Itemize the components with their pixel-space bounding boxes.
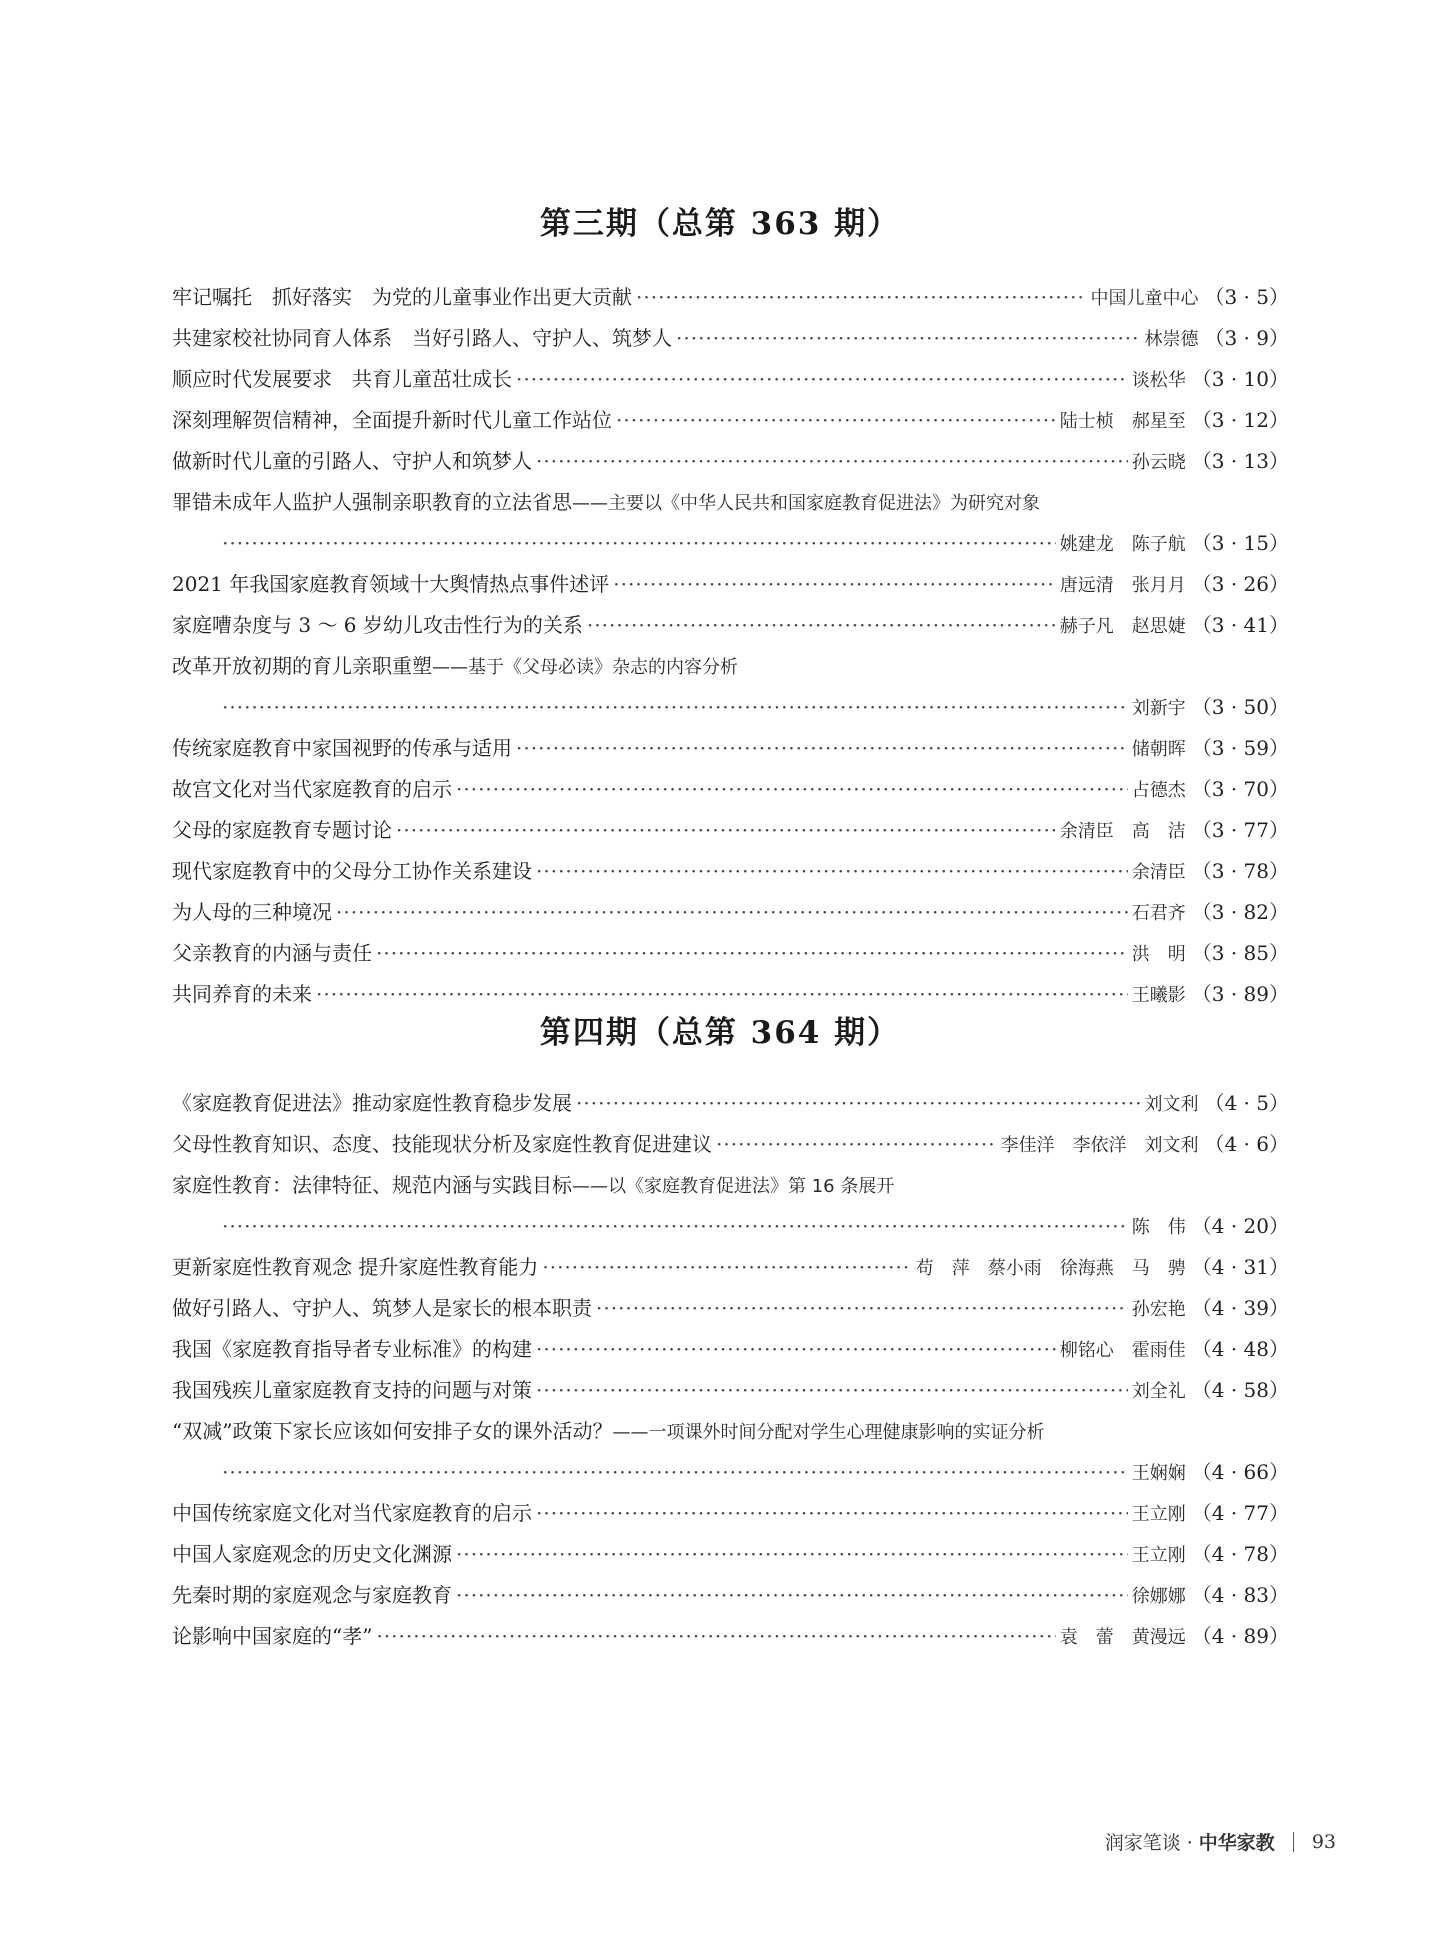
entry-title: 共建家校社协同育人体系 当好引路人、守护人、筑梦人: [172, 326, 672, 350]
entry-author: 袁 蕾 黄漫远: [1059, 1627, 1186, 1648]
dot-leader: [456, 1575, 1128, 1616]
toc-entry: [172, 687, 1289, 728]
dot-leader: [536, 851, 1128, 892]
footer-divider: [1293, 1832, 1294, 1852]
dot-leader: [613, 564, 1055, 605]
entry-title: 我国残疾儿童家庭教育支持的问题与对策: [172, 1378, 532, 1402]
toc-entry: [172, 1534, 1289, 1575]
entry-author: 储朝晖: [1131, 739, 1186, 760]
entry-author: 苟 萍 蔡小雨 徐海燕 马 骋: [915, 1258, 1186, 1279]
entry-page: （4 · 78）: [1191, 1542, 1289, 1566]
entry-title: 中国人家庭观念的历史文化渊源: [172, 1542, 452, 1566]
entry-page: （4 · 89）: [1191, 1624, 1289, 1648]
entry-author: 余清臣: [1131, 862, 1186, 883]
entry-page: （4 · 58）: [1191, 1378, 1289, 1402]
entry-page: （3 · 5）: [1204, 285, 1289, 309]
entry-page: （4 · 31）: [1191, 1255, 1289, 1279]
toc-entry-title-line: [172, 646, 1289, 687]
entry-page: （4 · 5）: [1204, 1091, 1289, 1115]
toc-entry-title-line: [172, 482, 1289, 523]
issue3-contents: [172, 277, 1289, 1015]
entry-title: 父母的家庭教育专题讨论: [172, 818, 392, 842]
entry-author: 徐娜娜: [1131, 1586, 1186, 1607]
entry-title: 传统家庭教育中家国视野的传承与适用: [172, 736, 512, 760]
entry-page: （4 · 20）: [1191, 1214, 1289, 1238]
dot-leader: [536, 1329, 1056, 1370]
toc-entry: [172, 400, 1289, 441]
entry-title: 深刻理解贺信精神，全面提升新时代儿童工作站位: [172, 408, 612, 432]
toc-entry: [172, 359, 1289, 400]
dot-leader: [376, 1616, 1055, 1657]
entry-page: （3 · 13）: [1191, 449, 1289, 473]
entry-title: 家庭性教育：法律特征、规范内涵与实践目标: [172, 1173, 572, 1197]
entry-title: 牢记嘱托 抓好落实 为党的儿童事业作出更大贡献: [172, 285, 632, 309]
entry-author: 占德杰: [1131, 780, 1186, 801]
toc-entry: [172, 1370, 1289, 1411]
entry-title: 做新时代儿童的引路人、守护人和筑梦人: [172, 449, 532, 473]
entry-author: 刘文利: [1144, 1094, 1199, 1115]
dot-leader: [596, 1288, 1128, 1329]
dot-leader: [676, 318, 1140, 359]
dot-leader: [336, 892, 1128, 933]
entry-page: （3 · 12）: [1191, 408, 1289, 432]
entry-title: 《家庭教育促进法》推动家庭性教育稳步发展: [172, 1091, 572, 1115]
dot-leader: [536, 1493, 1128, 1534]
entry-page: （3 · 15）: [1191, 531, 1289, 555]
toc-entry: [172, 851, 1289, 892]
entry-author: 孙宏艳: [1131, 1299, 1186, 1320]
entry-title: 罪错未成年人监护人强制亲职教育的立法省思: [172, 490, 572, 514]
entry-title: 父母性教育知识、态度、技能现状分析及家庭性教育促进建议: [172, 1132, 712, 1156]
entry-author: 石君齐: [1131, 903, 1186, 924]
entry-title: 做好引路人、守护人、筑梦人是家长的根本职责: [172, 1296, 592, 1320]
entry-subtitle: ——基于《父母必读》杂志的内容分析: [432, 657, 738, 678]
entry-title: 现代家庭教育中的父母分工协作关系建设: [172, 859, 532, 883]
toc-entry: [172, 892, 1289, 933]
dot-leader: [222, 1206, 1128, 1247]
toc-entry: [172, 1575, 1289, 1616]
entry-author: 王曦影: [1131, 985, 1186, 1006]
dot-leader: [516, 359, 1128, 400]
toc-entry: [172, 441, 1289, 482]
toc-entry: [172, 1124, 1289, 1165]
toc-entry: [172, 810, 1289, 851]
dot-leader: [396, 810, 1056, 851]
entry-page: （3 · 89）: [1191, 982, 1289, 1006]
entry-page: （4 · 48）: [1191, 1337, 1289, 1361]
toc-entry: [172, 1083, 1289, 1124]
entry-page: （3 · 78）: [1191, 859, 1289, 883]
entry-page: （3 · 82）: [1191, 900, 1289, 924]
entry-page: （4 · 77）: [1191, 1501, 1289, 1525]
footer-column: 润家笔谈 ·: [1104, 1832, 1193, 1854]
toc-entry: [172, 728, 1289, 769]
issue3-title: 第三期（总第 363 期）: [539, 206, 901, 242]
entry-title: 论影响中国家庭的“孝”: [172, 1624, 373, 1648]
entry-author: 王立刚: [1131, 1545, 1186, 1566]
entry-page: （3 · 85）: [1191, 941, 1289, 965]
entry-author: 林崇德: [1144, 329, 1199, 350]
toc-entry-title-line: [172, 1411, 1289, 1452]
entry-author: 中国儿童中心: [1090, 288, 1199, 309]
toc-entry: [172, 564, 1289, 605]
entry-author: 柳铭心 霍雨佳: [1059, 1340, 1186, 1361]
dot-leader: [456, 1534, 1128, 1575]
dot-leader: [516, 728, 1128, 769]
entry-title: 更新家庭性教育观念 提升家庭性教育能力: [172, 1255, 539, 1279]
entry-page: （3 · 41）: [1191, 613, 1289, 637]
entry-title: 改革开放初期的育儿亲职重塑: [172, 654, 432, 678]
entry-title: 我国《家庭教育指导者专业标准》的构建: [172, 1337, 532, 1361]
entry-page: （3 · 70）: [1191, 777, 1289, 801]
dot-leader: [636, 277, 1086, 318]
entry-author: 刘新宇: [1131, 698, 1186, 719]
dot-leader: [376, 933, 1128, 974]
entry-title: 共同养育的未来: [172, 982, 312, 1006]
toc-entry: [172, 1247, 1289, 1288]
toc-entry: [172, 523, 1289, 564]
entry-page: （4 · 39）: [1191, 1296, 1289, 1320]
entry-author: 王娴娴: [1131, 1463, 1186, 1484]
entry-page: （3 · 9）: [1204, 326, 1289, 350]
dot-leader: [716, 1124, 996, 1165]
dot-leader: [536, 441, 1128, 482]
toc-entry: [172, 605, 1289, 646]
entry-page: （3 · 77）: [1191, 818, 1289, 842]
entry-page: （4 · 83）: [1191, 1583, 1289, 1607]
entry-subtitle: ——以《家庭教育促进法》第 16 条展开: [572, 1176, 895, 1197]
toc-entry: [172, 1206, 1289, 1247]
dot-leader: [222, 687, 1128, 728]
dot-leader: [222, 1452, 1128, 1493]
toc-entry: [172, 1288, 1289, 1329]
entry-author: 余清臣 高 洁: [1059, 821, 1186, 842]
dot-leader: [616, 400, 1056, 441]
toc-entry: [172, 277, 1289, 318]
issue4-contents: [172, 1083, 1289, 1657]
dot-leader: [536, 1370, 1128, 1411]
entry-title: 家庭嘈杂度与 3 ～ 6 岁幼儿攻击性行为的关系: [172, 613, 583, 637]
issue4-title: 第四期（总第 364 期）: [539, 1015, 901, 1051]
dot-leader: [222, 523, 1056, 564]
toc-entry: [172, 1329, 1289, 1370]
toc-entry: [172, 933, 1289, 974]
entry-title: 先秦时期的家庭观念与家庭教育: [172, 1583, 452, 1607]
dot-leader: [542, 1247, 911, 1288]
footer-magazine: 中华家教: [1198, 1832, 1275, 1854]
toc-entry: [172, 1616, 1289, 1657]
toc-entry: [172, 318, 1289, 359]
toc-entry: [172, 769, 1289, 810]
entry-author: 陆士桢 郝星至: [1059, 411, 1186, 432]
entry-title: 为人母的三种境况: [172, 900, 332, 924]
toc-entry-title-line: [172, 1165, 1289, 1206]
entry-title: 中国传统家庭文化对当代家庭教育的启示: [172, 1501, 532, 1525]
dot-leader: [587, 605, 1056, 646]
page-footer: [1105, 1828, 1336, 1855]
entry-author: 李佳洋 李依洋 刘文利: [1000, 1135, 1199, 1156]
entry-page: （3 · 50）: [1191, 695, 1289, 719]
entry-page: （3 · 59）: [1191, 736, 1289, 760]
entry-author: 王立刚: [1131, 1504, 1186, 1525]
toc-entry: [172, 1452, 1289, 1493]
page-number: 93: [1311, 1830, 1336, 1853]
entry-author: 谈松华: [1131, 370, 1186, 391]
entry-author: 赫子凡 赵思婕: [1059, 616, 1186, 637]
entry-page: （3 · 26）: [1191, 572, 1289, 596]
entry-title: “双减”政策下家长应该如何安排子女的课外活动？: [172, 1419, 613, 1443]
entry-subtitle: ——主要以《中华人民共和国家庭教育促进法》为研究对象: [572, 493, 1040, 514]
entry-subtitle: ——一项课外时间分配对学生心理健康影响的实证分析: [612, 1422, 1045, 1443]
entry-author: 洪 明: [1131, 944, 1186, 965]
entry-page: （4 · 6）: [1204, 1132, 1289, 1156]
entry-title: 顺应时代发展要求 共育儿童茁壮成长: [172, 367, 512, 391]
dot-leader: [576, 1083, 1140, 1124]
entry-author: 孙云晓: [1131, 452, 1186, 473]
entry-author: 唐远清 张月月: [1059, 575, 1186, 596]
entry-page: （4 · 66）: [1191, 1460, 1289, 1484]
entry-title: 2021 年我国家庭教育领域十大舆情热点事件述评: [172, 572, 610, 596]
entry-author: 陈 伟: [1131, 1217, 1186, 1238]
entry-title: 父亲教育的内涵与责任: [172, 941, 372, 965]
dot-leader: [456, 769, 1128, 810]
entry-title: 故宫文化对当代家庭教育的启示: [172, 777, 452, 801]
entry-author: 刘全礼: [1131, 1381, 1186, 1402]
entry-author: 姚建龙 陈子航: [1059, 534, 1186, 555]
toc-entry: [172, 1493, 1289, 1534]
entry-page: （3 · 10）: [1191, 367, 1289, 391]
